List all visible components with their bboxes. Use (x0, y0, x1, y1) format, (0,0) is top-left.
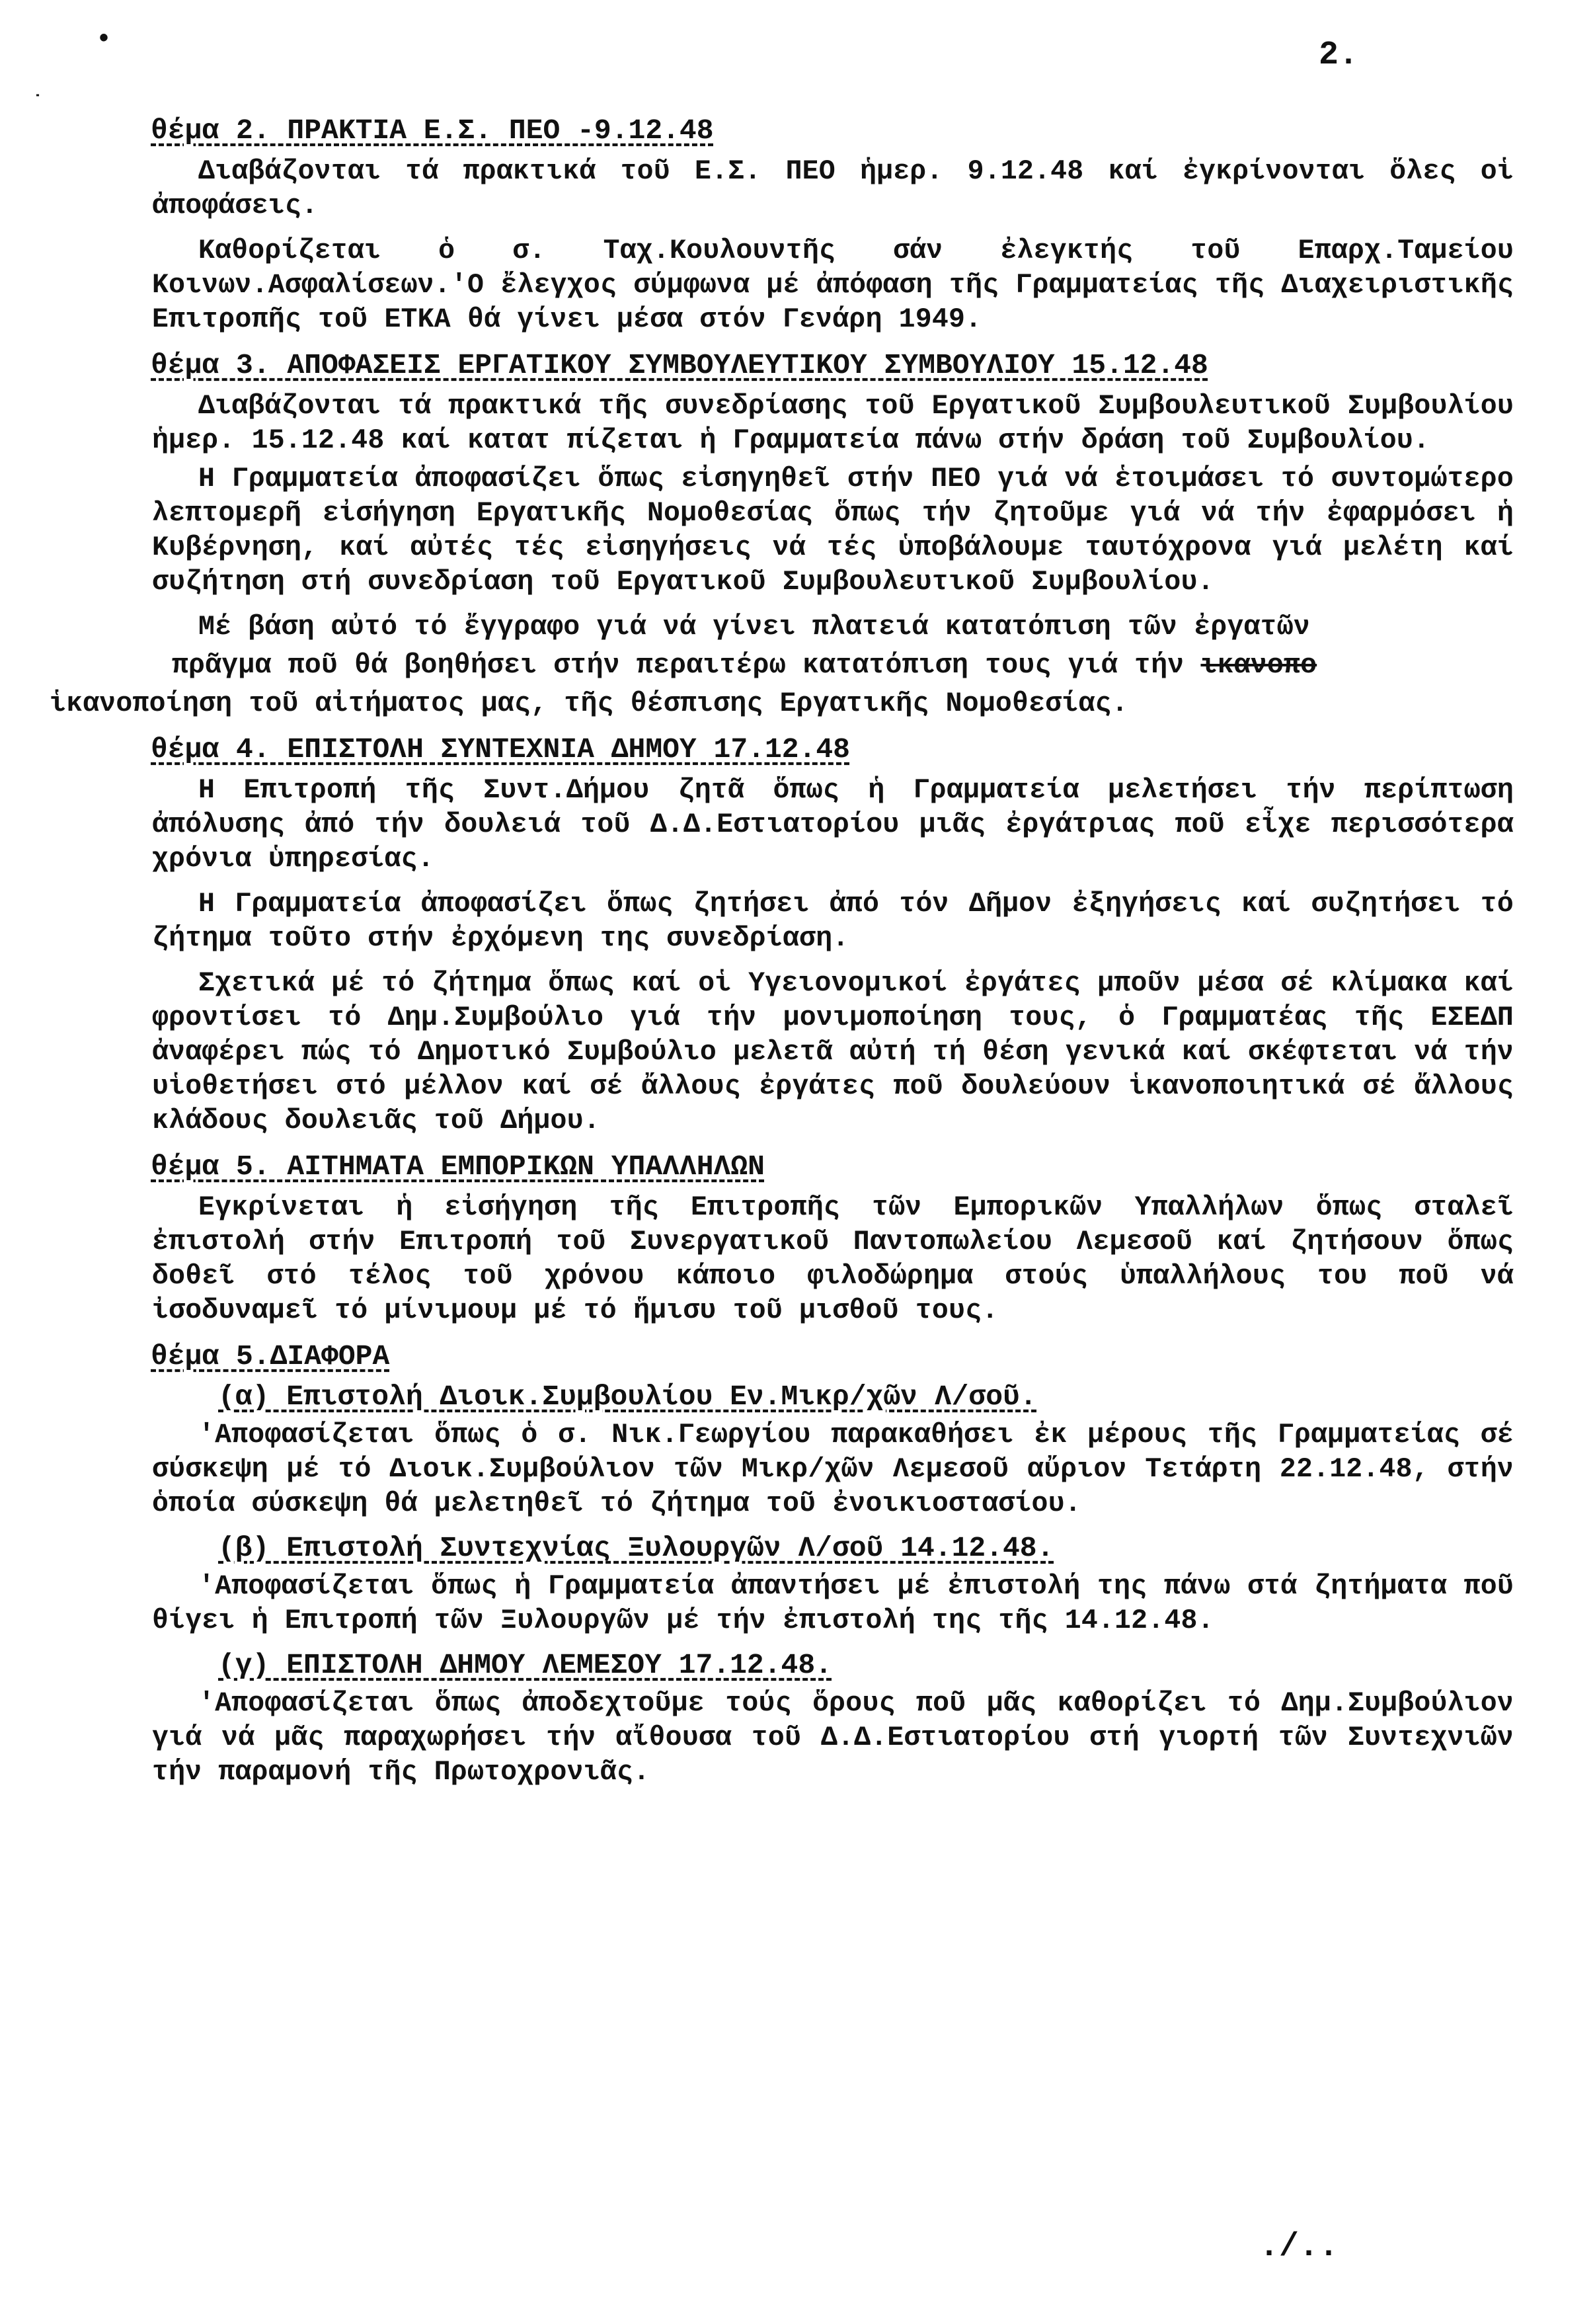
section-heading: θέμα 4. ΕΠΙΣΤΟΛΗ ΣΥΝΤΕΧΝΙΑ ΔΗΜΟΥ 17.12.48 (151, 733, 850, 766)
page-number: 2. (1319, 36, 1359, 74)
continuation-text: πρᾶγμα ποῦ θά βοηθήσει στήν περαιτέρω κατατόπιση τους γιά τήν (172, 650, 1201, 681)
subsection-heading: (α) Επιστολή Διοικ.Συμβουλίου Εν.Μικρ/χῶν Λ/σοῦ. (218, 1381, 1037, 1413)
ink-dot: ˙ (32, 93, 44, 115)
paragraph: Μέ βάση αὐτό τό ἔγγραφο γιά νά γίνει πλατειά κατατόπιση τῶν ἐργατῶν (198, 612, 1310, 643)
section-heading: θέμα 2. ΠΡΑΚΤΙΑ Ε.Σ. ΠΕΟ -9.12.48 (151, 114, 714, 147)
paragraph-continuation: ἱκανοποίηση τοῦ αἰτήματος μας, τῆς θέσπισης Εργατικῆς Νομοθεσίας. (50, 688, 1128, 719)
paragraph-continuation (152, 649, 1514, 683)
subsection-heading: (γ) ΕΠΙΣΤΟΛΗ ΔΗΜΟΥ ΛΕΜΕΣΟΥ 17.12.48. (218, 1649, 832, 1681)
section-heading: θέμα 5.ΔΙΑΦΟΡΑ (151, 1340, 390, 1373)
paragraph: 'Αποφασίζεται ὅπως ἀποδεχτοῦμε τούς ὅρους ποῦ μᾶς καθορίζει τό Δημ.Συμβούλιον γιά νά μᾶς παραχωρήσει τήν αἴθουσα τοῦ Δ.Δ.Εστιατορίου στή γιορτή τῶν Συντεχνιῶν τήν παραμονή τῆς Πρωτοχρονιᾶς. (152, 1688, 1514, 1788)
paragraph: Διαβάζονται τά πρακτικά τοῦ Ε.Σ. ΠΕΟ ἡμερ. 9.12.48 καί ἐγκρίνονται ὅλες οἱ ἀποφάσεις. (152, 156, 1514, 221)
paragraph: Η Γραμματεία ἀποφασίζει ὅπως ζητήσει ἀπό τόν Δῆμον ἐξηγήσεις καί συζητήσει τό ζήτημα τοῦτο στήν ἐρχόμενη της συνεδρίαση. (152, 889, 1514, 954)
paragraph: Εγκρίνεται ἡ εἰσήγηση τῆς Επιτροπῆς τῶν Εμπορικῶν Υπαλλήλων ὅπως σταλεῖ ἐπιστολή στήν Επιτροπή τοῦ Συνεργατικοῦ Παντοπωλείου Λεμεσοῦ καί ζητήσουν ὅπως δοθεῖ στό τέλος τοῦ χρόνου κάποιο φιλοδώρημα στούς ὑπαλλήλους του ποῦ νά ἰσοδυναμεῖ τό μίνιμουμ μέ τό ἥμισυ τοῦ μισθοῦ τους. (152, 1192, 1514, 1326)
subsection-heading: (β) Επιστολή Συντεχνίας Ξυλουργῶν Λ/σοῦ 14.12.48. (218, 1532, 1054, 1564)
paragraph: Διαβάζονται τά πρακτικά τῆς συνεδρίασης τοῦ Εργατικοῦ Συμβουλευτικοῦ Συμβουλίου ἡμερ. 15.12.48 καί κατατ πίζεται ἡ Γραμματεία πάνω στήν δράση τοῦ Συμβουλίου. (152, 391, 1514, 456)
paragraph: 'Αποφασίζεται ὅπως ὁ σ. Νικ.Γεωργίου παρακαθήσει ἐκ μέρους τῆς Γραμματείας σέ σύσκεψη μέ τό Διοικ.Συμβούλιον τῶν Μικρ/χῶν Λεμεσοῦ αὔριον Τετάρτη 22.12.48, στήν ὁποία σύσκεψη θά μελετηθεῖ τό ζήτημα τοῦ ἐνοικιοστασίου. (152, 1420, 1514, 1519)
section-heading: θέμα 3. ΑΠΟΦΑΣΕΙΣ ΕΡΓΑΤΙΚΟΥ ΣΥΜΒΟΥΛΕΥΤΙΚΟΥ ΣΥΜΒΟΥΛΙΟΥ 15.12.48 (151, 349, 1208, 381)
paragraph: Η Γραμματεία ἀποφασίζει ὅπως εἰσηγηθεῖ στήν ΠΕΟ γιά νά ἑτοιμάσει τό συντομώτερο λεπτομερῆ εἰσήγηση Εργατικῆς Νομοθεσίας ὅπως τήν ζητοῦμε γιά νά τήν ἐφαρμόσει ἡ Κυβέρνηση, καί αὐτές τές εἰσηγήσεις νά τές ὑποβάλουμε ταυτόχρονα γιά μελέτη καί συζήτηση στή συνεδρίαση τοῦ Εργατικοῦ Συμβουλευτικοῦ Συμβουλίου. (152, 463, 1514, 598)
document-body (50, 102, 1514, 1800)
ink-dot: • (96, 25, 112, 55)
paragraph: Η Επιτροπή τῆς Συντ.Δήμου ζητᾶ ὅπως ἡ Γραμματεία μελετήσει τήν περίπτωση ἀπόλυσης ἀπό τήν δουλειά τοῦ Δ.Δ.Εστιατορίου μιᾶς ἐργάτριας ποῦ εἶχε περισσότερα χρόνια ὑπηρεσίας. (152, 775, 1514, 875)
continuation-mark: ./.. (1259, 2228, 1339, 2266)
paragraph: Καθορίζεται ὁ σ. Ταχ.Κουλουντῆς σάν ἐλεγκτής τοῦ Επαρχ.Ταμείου Κοινων.Ασφαλίσεων.'Ο ἔλεγχος σύμφωνα μέ ἀπόφαση τῆς Γραμματείας τῆς Διαχειριστικῆς Επιτροπῆς τοῦ ΕΤΚΑ θά γίνει μέσα στόν Γενάρη 1949. (152, 235, 1514, 335)
section-heading: θέμα 5. ΑΙΤΗΜΑΤΑ ΕΜΠΟΡΙΚΩΝ ΥΠΑΛΛΗΛΩΝ (151, 1150, 765, 1183)
paragraph: Σχετικά μέ τό ζήτημα ὅπως καί οἱ Υγειονομικοί ἐργάτες μποῦν μέσα σέ κλίμακα καί φροντίσει τό Δημ.Συμβούλιο γιά τήν μονιμοποίηση τους, ὁ Γραμματέας τῆς ΕΣΕΔΠ ἀναφέρει πώς τό Δημοτικό Συμβούλιο μελετᾶ αὐτή τή θέση γενικά καί σκέφτεται νά τήν υἱοθετήσει στό μέλλον καί σέ ἄλλους ἐργάτες ποῦ δουλεύουν ἱκανοποιητικά σέ ἄλλους κλάδους δουλειᾶς τοῦ Δήμου. (152, 968, 1514, 1137)
struck-text: ικανοπο (1200, 650, 1317, 681)
paragraph: 'Αποφασίζεται ὅπως ἡ Γραμματεία ἀπαντήσει μέ ἐπιστολή της πάνω στά ζητήματα ποῦ θίγει ἡ Επιτροπή τῶν Ξυλουργῶν μέ τήν ἐπιστολή της τῆς 14.12.48. (152, 1571, 1514, 1636)
